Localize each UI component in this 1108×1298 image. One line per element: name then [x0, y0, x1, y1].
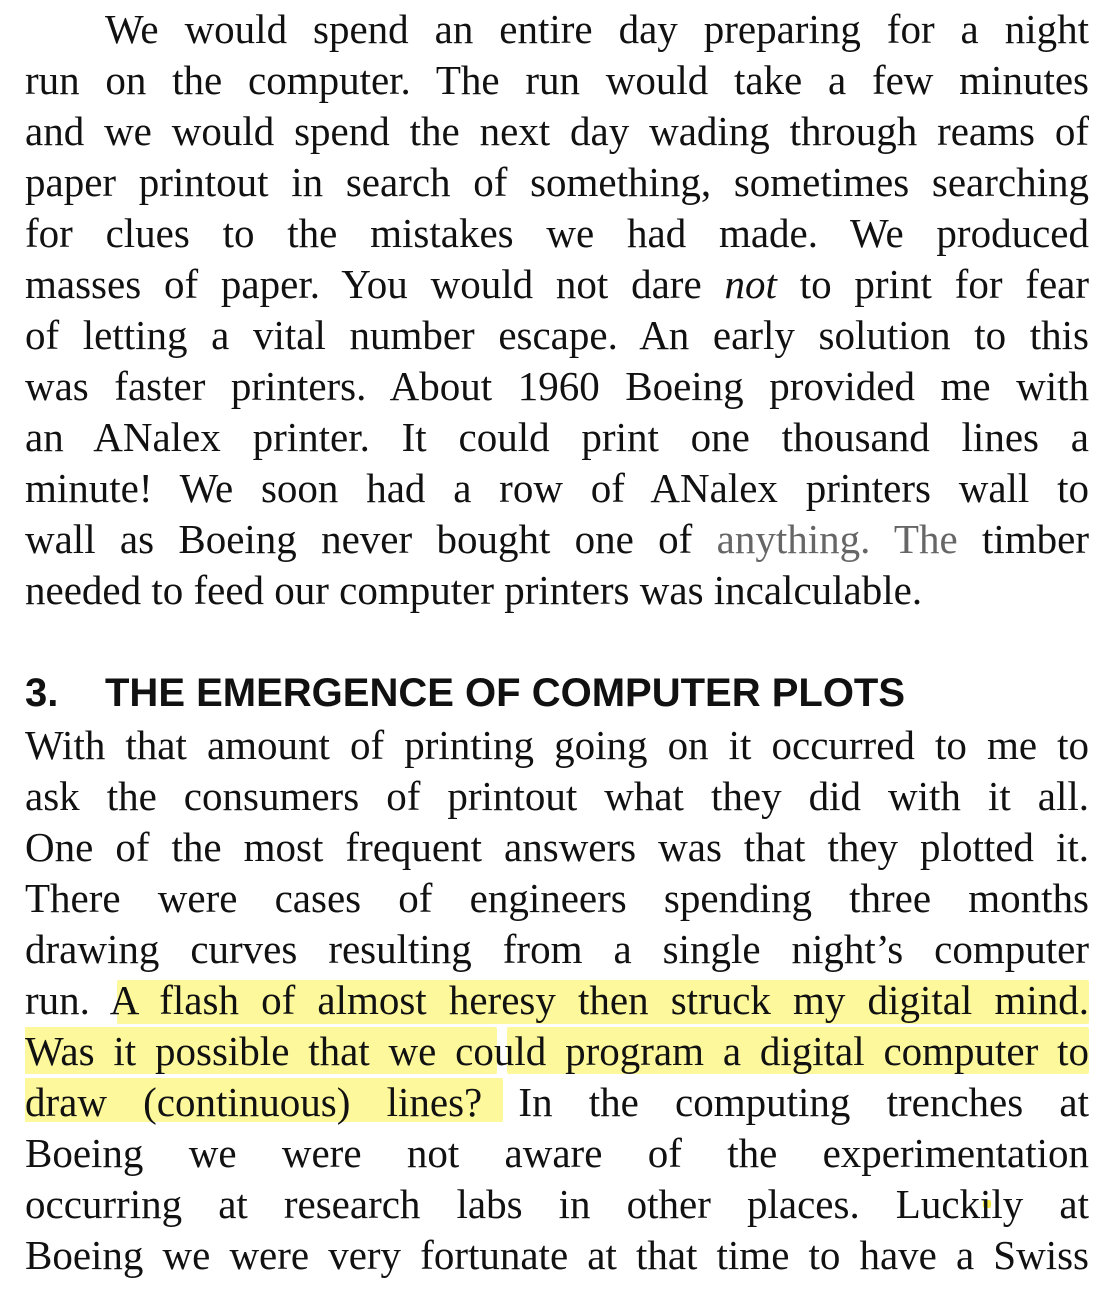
paragraph-1-line: was faster printers. About 1960 Boeing provided me with	[25, 363, 1089, 409]
emphasis-text: not	[724, 261, 777, 307]
line-text: to print for fear	[776, 261, 1089, 307]
paragraph-1-line: needed to feed our computer printers was incalculable.	[25, 567, 923, 613]
section-number: 3.	[25, 671, 59, 715]
document-page	[25, 0, 1089, 1298]
paragraph-1-line: run on the computer. The run would take a few minutes	[25, 57, 1089, 103]
text-layer	[25, 0, 1089, 1298]
paragraph-2-line: occurring at research labs in other places. Luckily at	[25, 1181, 1089, 1227]
paragraph-2-line: ask the consumers of printout what they did with it all.	[25, 773, 1089, 819]
paragraph-2-line: Boeing we were not aware of the experimentation	[25, 1130, 1089, 1176]
faded-text: anything. The	[716, 516, 958, 562]
paragraph-2-line: draw (continuous) lines? In the computing trenches at	[25, 1079, 1089, 1125]
paragraph-2-line: run. A flash of almost heresy then struck my digital mind.	[25, 977, 1089, 1023]
line-text: masses of paper. You would not dare	[25, 261, 725, 307]
paragraph-1-line: an ANalex printer. It could print one thousand lines a	[25, 414, 1089, 460]
paragraph-1-line: for clues to the mistakes we had made. We produced	[25, 210, 1089, 256]
paragraph-2-line: There were cases of engineers spending three months	[25, 875, 1089, 921]
paragraph-1-line: minute! We soon had a row of ANalex printers wall to	[25, 465, 1089, 511]
section-heading	[25, 668, 1089, 718]
paragraph-1-line: of letting a vital number escape. An early solution to this	[25, 312, 1089, 358]
line-text: timber	[957, 516, 1089, 562]
paragraph-2-line: Was it possible that we could program a digital computer to	[25, 1028, 1089, 1074]
paragraph-1-line: and we would spend the next day wading through reams of	[25, 108, 1089, 154]
paragraph-2-line: drawing curves resulting from a single night’s computer	[25, 926, 1089, 972]
paragraph-1-line	[25, 259, 1089, 310]
paragraph-2-line: With that amount of printing going on it occurred to me to	[25, 722, 1089, 768]
paragraph-1-line: paper printout in search of something, sometimes searching	[25, 159, 1089, 205]
line-text: wall as Boeing never bought one of	[25, 516, 717, 562]
paragraph-2-line: Boeing we were very fortunate at that time to have a Swiss	[25, 1232, 1089, 1278]
paragraph-1-line	[25, 514, 1089, 565]
section-title: THE EMERGENCE OF COMPUTER PLOTS	[105, 671, 906, 715]
paragraph-2-line: One of the most frequent answers was that they plotted it.	[25, 824, 1089, 870]
paragraph-1-line: We would spend an entire day preparing for a night	[105, 6, 1089, 52]
